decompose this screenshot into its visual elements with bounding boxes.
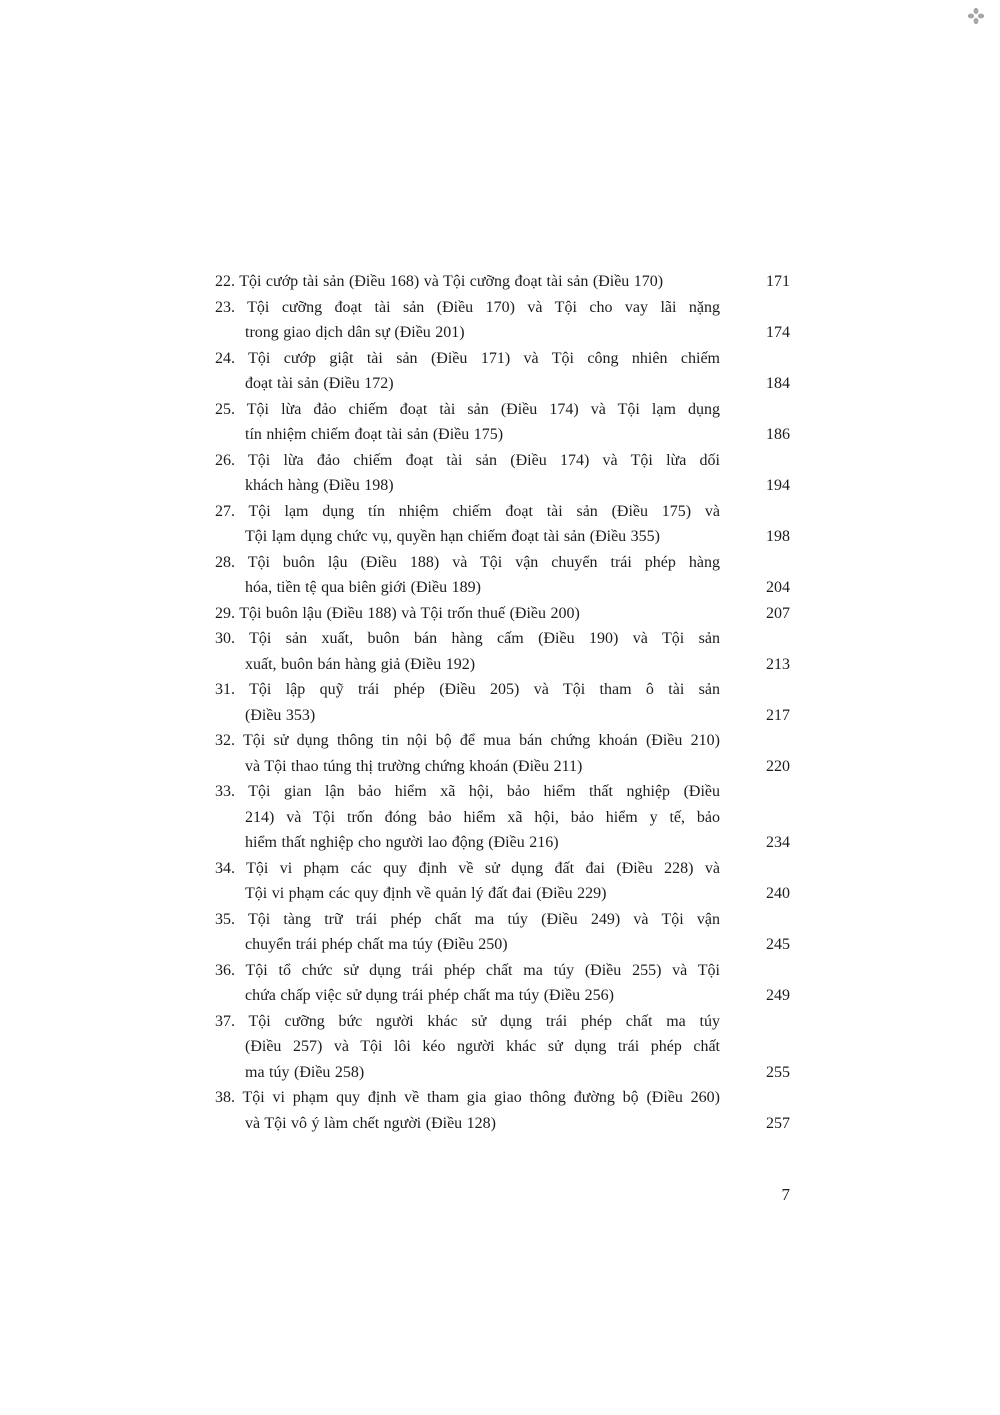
toc-entry-page-number: 184 (766, 375, 790, 392)
toc-entry-text (215, 907, 720, 958)
toc-entry (215, 856, 790, 907)
toc-entry-number: 25. (215, 400, 235, 418)
toc-entry-line: 23. Tội cưỡng đoạt tài sản (Điều 170) và Tội cho vay lãi nặng (215, 298, 720, 316)
toc-entry-number: 34. (215, 859, 235, 877)
toc-list (215, 269, 790, 1136)
toc-entry-line: 30. Tội sản xuất, buôn bán hàng cấm (Điều 190) và Tội sản (215, 630, 720, 647)
table-of-contents (215, 269, 790, 1207)
toc-entry-number: 27. (215, 502, 235, 520)
toc-entry-text (215, 346, 720, 397)
toc-entry-text (215, 728, 720, 779)
toc-entry-number: 33. (215, 783, 235, 800)
toc-entry-number: 28. (215, 553, 235, 571)
toc-entry-text (215, 499, 720, 550)
toc-entry-line: khách hàng (Điều 198) (245, 477, 394, 494)
toc-entry-line: 33. Tội gian lận bảo hiểm xã hội, bảo hiểm thất nghiệp (Điều (215, 783, 720, 800)
toc-entry (215, 677, 790, 728)
toc-entry-line: hóa, tiền tệ qua biên giới (Điều 189) (245, 579, 481, 596)
toc-entry-text (215, 295, 720, 346)
toc-entry (215, 397, 790, 448)
toc-entry (215, 728, 790, 779)
toc-entry-text (215, 397, 720, 448)
toc-entry-number: 30. (215, 630, 235, 647)
toc-entry-line: 214) và Tội trốn đóng bảo hiểm xã hội, bảo hiểm y tế, bảo (245, 808, 720, 826)
toc-entry-number: 36. (215, 961, 235, 979)
toc-entry (215, 779, 790, 856)
toc-entry-line: 29. Tội buôn lậu (Điều 188) và Tội trốn thuế (Điều 200) (215, 604, 580, 622)
toc-entry (215, 1009, 790, 1086)
toc-entry-number: 32. (215, 732, 235, 749)
toc-entry-text (215, 677, 720, 728)
toc-entry-page-number: 174 (766, 324, 790, 341)
toc-entry (215, 1085, 790, 1136)
toc-entry (215, 499, 790, 550)
toc-entry (215, 295, 790, 346)
toc-entry-number: 24. (215, 349, 235, 367)
toc-entry-page-number: 257 (766, 1114, 790, 1132)
toc-entry (215, 269, 790, 295)
toc-entry-line: và Tội thao túng thị trường chứng khoán (Điều 211) (245, 757, 583, 775)
toc-entry-line: chuyển trái phép chất ma túy (Điều 250) (245, 936, 508, 953)
toc-entry-line: 32. Tội sử dụng thông tin nội bộ để mua bán chứng khoán (Điều 210) (215, 732, 720, 749)
toc-entry-line: chứa chấp việc sử dụng trái phép chất ma túy (Điều 256) (245, 987, 614, 1004)
toc-entry-line: (Điều 353) (245, 706, 316, 724)
toc-entry-number: 29. (215, 604, 235, 622)
toc-entry-page-number: 194 (766, 477, 790, 494)
toc-entry-page-number: 255 (766, 1063, 790, 1081)
toc-entry (215, 958, 790, 1009)
toc-entry-line: 37. Tội cưỡng bức người khác sử dụng trái phép chất ma túy (215, 1012, 720, 1030)
toc-entry-line: 34. Tội vi phạm các quy định về sử dụng đất đai (Điều 228) và (215, 859, 720, 877)
toc-entry-text (215, 856, 720, 907)
toc-entry-number: 35. (215, 910, 235, 928)
toc-entry-number: 26. (215, 451, 235, 469)
toc-entry-number: 37. (215, 1012, 235, 1030)
toc-entry-number: 23. (215, 298, 235, 316)
toc-entry-number: 31. (215, 681, 235, 698)
toc-entry-line: hiểm thất nghiệp cho người lao động (Điều 216) (245, 834, 559, 851)
toc-entry-page-number: 245 (766, 936, 790, 953)
toc-entry-line: 26. Tội lừa đảo chiếm đoạt tài sản (Điều 174) và Tội lừa dối (215, 451, 720, 469)
toc-entry-line: 36. Tội tổ chức sử dụng trái phép chất ma túy (Điều 255) và Tội (215, 961, 720, 979)
toc-entry-line: và Tội vô ý làm chết người (Điều 128) (245, 1114, 497, 1132)
toc-entry-page-number: 171 (766, 273, 790, 290)
toc-entry (215, 601, 790, 627)
toc-entry-page-number: 186 (766, 426, 790, 443)
toc-entry-text (215, 269, 720, 295)
toc-entry-number: 22. (215, 273, 235, 290)
toc-entry-page-number: 217 (766, 706, 790, 724)
toc-entry-line: trong giao dịch dân sự (Điều 201) (245, 324, 465, 341)
toc-entry-text (215, 448, 720, 499)
toc-entry-text (215, 601, 720, 627)
toc-entry-line: 24. Tội cướp giật tài sản (Điều 171) và Tội công nhiên chiếm (215, 349, 720, 367)
toc-entry (215, 346, 790, 397)
toc-entry-page-number: 220 (766, 757, 790, 775)
toc-entry-page-number: 198 (766, 528, 790, 545)
toc-entry-line: (Điều 257) và Tội lôi kéo người khác sử dụng trái phép chất (245, 1038, 720, 1055)
toc-entry-line: 22. Tội cướp tài sản (Điều 168) và Tội cưỡng đoạt tài sản (Điều 170) (215, 273, 664, 290)
toc-entry-line: 31. Tội lập quỹ trái phép (Điều 205) và Tội tham ô tài sản (215, 681, 720, 698)
toc-entry (215, 907, 790, 958)
toc-entry (215, 550, 790, 601)
toc-entry-line: ma túy (Điều 258) (245, 1063, 365, 1081)
toc-entry (215, 626, 790, 677)
toc-entry-text (215, 626, 720, 677)
toc-entry-line: 28. Tội buôn lậu (Điều 188) và Tội vận chuyển trái phép hàng (215, 553, 720, 571)
toc-entry-page-number: 234 (766, 834, 790, 851)
toc-entry-page-number: 207 (766, 604, 790, 622)
toc-entry-text (215, 1009, 720, 1086)
toc-entry-text (215, 1085, 720, 1136)
toc-entry-page-number: 240 (766, 885, 790, 902)
toc-entry-line: 27. Tội lạm dụng tín nhiệm chiếm đoạt tài sản (Điều 175) và (215, 502, 720, 520)
toc-entry-text (215, 550, 720, 601)
toc-entry-page-number: 249 (766, 987, 790, 1004)
toc-entry-text (215, 958, 720, 1009)
toc-entry-page-number: 204 (766, 579, 790, 596)
toc-entry-line: tín nhiệm chiếm đoạt tài sản (Điều 175) (245, 426, 504, 443)
toc-entry-number: 38. (215, 1089, 235, 1106)
toc-entry-line: 35. Tội tàng trữ trái phép chất ma túy (Điều 249) và Tội vận (215, 910, 720, 928)
toc-entry (215, 448, 790, 499)
page-number-footer: 7 (781, 1185, 790, 1204)
toc-entry-page-number: 213 (766, 655, 790, 673)
flower-ornament-icon (967, 7, 985, 25)
toc-entry-line: Tội lạm dụng chức vụ, quyền hạn chiếm đoạt tài sản (Điều 355) (245, 528, 661, 545)
toc-entry-line: xuất, buôn bán hàng giả (Điều 192) (245, 655, 476, 673)
toc-entry-text (215, 779, 720, 856)
toc-entry-line: 38. Tội vi phạm quy định về tham gia giao thông đường bộ (Điều 260) (215, 1089, 720, 1106)
toc-entry-line: đoạt tài sản (Điều 172) (245, 375, 394, 392)
toc-entry-line: 25. Tội lừa đảo chiếm đoạt tài sản (Điều 174) và Tội lạm dụng (215, 400, 720, 418)
toc-entry-line: Tội vi phạm các quy định về quản lý đất đai (Điều 229) (245, 885, 607, 902)
